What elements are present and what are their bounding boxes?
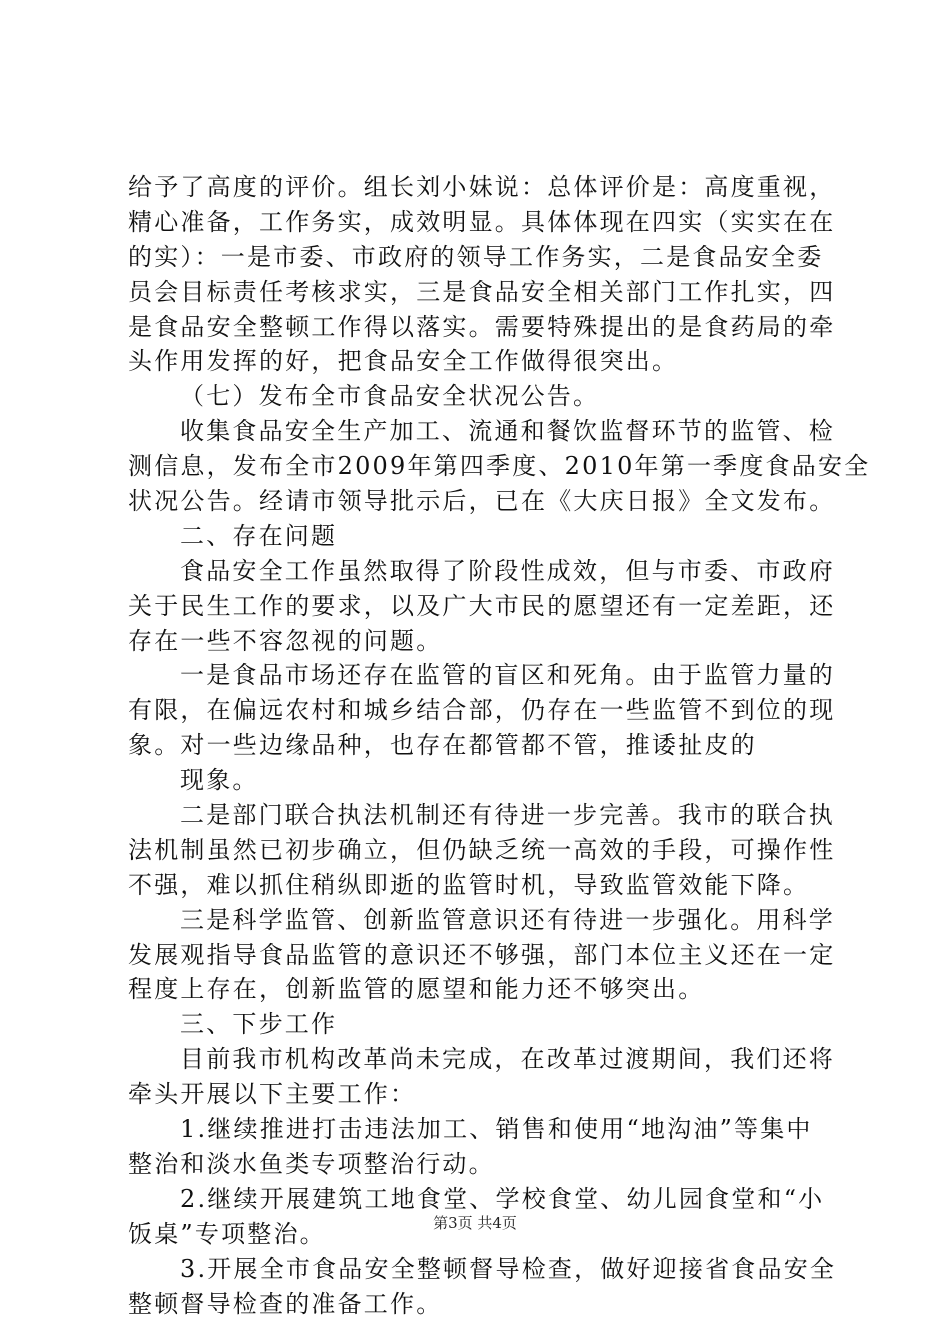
- text-line: 整治和淡水鱼类专项整治行动。: [128, 1149, 495, 1178]
- text-line: 存在一些不容忽视的问题。: [128, 626, 443, 655]
- text-line: 员会目标责任考核求实，三是食品安全相关部门工作扎实，四: [128, 277, 836, 306]
- text-line: 饭桌”专项整治。: [128, 1219, 326, 1248]
- text-line: 程度上存在，创新监管的愿望和能力还不够突出。: [128, 975, 705, 1004]
- text-line: 关于民生工作的要求，以及广大市民的愿望还有一定差距，还: [128, 591, 836, 620]
- paragraph-start: 三是科学监管、创新监管意识还有待进一步强化。用科学: [180, 905, 835, 934]
- text-line: 象。对一些边缘品种，也存在都管都不管，推诿扯皮的: [128, 731, 757, 760]
- paragraph-start: 目前我市机构改革尚未完成，在改革过渡期间，我们还将: [180, 1045, 835, 1074]
- list-item: 1.继续推进打击违法加工、销售和使用“地沟油”等集中: [180, 1115, 813, 1144]
- text-line: 现象。: [180, 766, 259, 795]
- text-line: 牵头开展以下主要工作：: [128, 1080, 417, 1109]
- list-item: 3.开展全市食品安全整顿督导检查，做好迎接省食品安全: [180, 1254, 837, 1283]
- paragraph-start: 一是食品市场还存在监管的盲区和死角。由于监管力量的: [180, 661, 835, 690]
- list-item: 2.继续开展建筑工地食堂、学校食堂、幼儿园食堂和“小: [180, 1184, 825, 1213]
- section-heading: 三、下步工作: [180, 1010, 338, 1039]
- text-line: 精心准备，工作务实，成效明显。具体体现在四实（实实在在: [128, 207, 836, 236]
- text-line: 发展观指导食品监管的意识还不够强，部门本位主义还在一定: [128, 940, 836, 969]
- text-line: 是食品安全整顿工作得以落实。需要特殊提出的是食药局的牵: [128, 312, 836, 341]
- text-line: 法机制虽然已初步确立，但仍缺乏统一高效的手段，可操作性: [128, 835, 836, 864]
- text-line: 测信息，发布全市2009年第四季度、2010年第一季度食品安全: [128, 452, 871, 481]
- paragraph-start: 收集食品安全生产加工、流通和餐饮监督环节的监管、检: [180, 417, 835, 446]
- document-body: [128, 170, 871, 1321]
- paragraph-start: 二是部门联合执法机制还有待进一步完善。我市的联合执: [180, 801, 835, 830]
- page-number-footer: 第3页 共4页: [433, 1214, 517, 1232]
- text-line: 给予了高度的评价。组长刘小妹说：总体评价是：高度重视，: [128, 173, 836, 201]
- section-subheading: （七）发布全市食品安全状况公告。: [180, 382, 600, 411]
- text-line: 状况公告。经请市领导批示后，已在《大庆日报》全文发布。: [128, 487, 836, 516]
- text-line: 头作用发挥的好，把食品安全工作做得很突出。: [128, 347, 679, 376]
- paragraph-start: 食品安全工作虽然取得了阶段性成效，但与市委、市政府: [180, 556, 835, 585]
- text-line: 整顿督导检查的准备工作。: [128, 1289, 443, 1318]
- text-line: 的实）：一是市委、市政府的领导工作务实，二是食品安全委: [128, 242, 824, 271]
- text-line: 不强，难以抓住稍纵即逝的监管时机，导致监管效能下降。: [128, 870, 810, 899]
- section-heading: 二、存在问题: [180, 521, 338, 550]
- text-line: 有限，在偏远农村和城乡结合部，仍存在一些监管不到位的现: [128, 696, 836, 725]
